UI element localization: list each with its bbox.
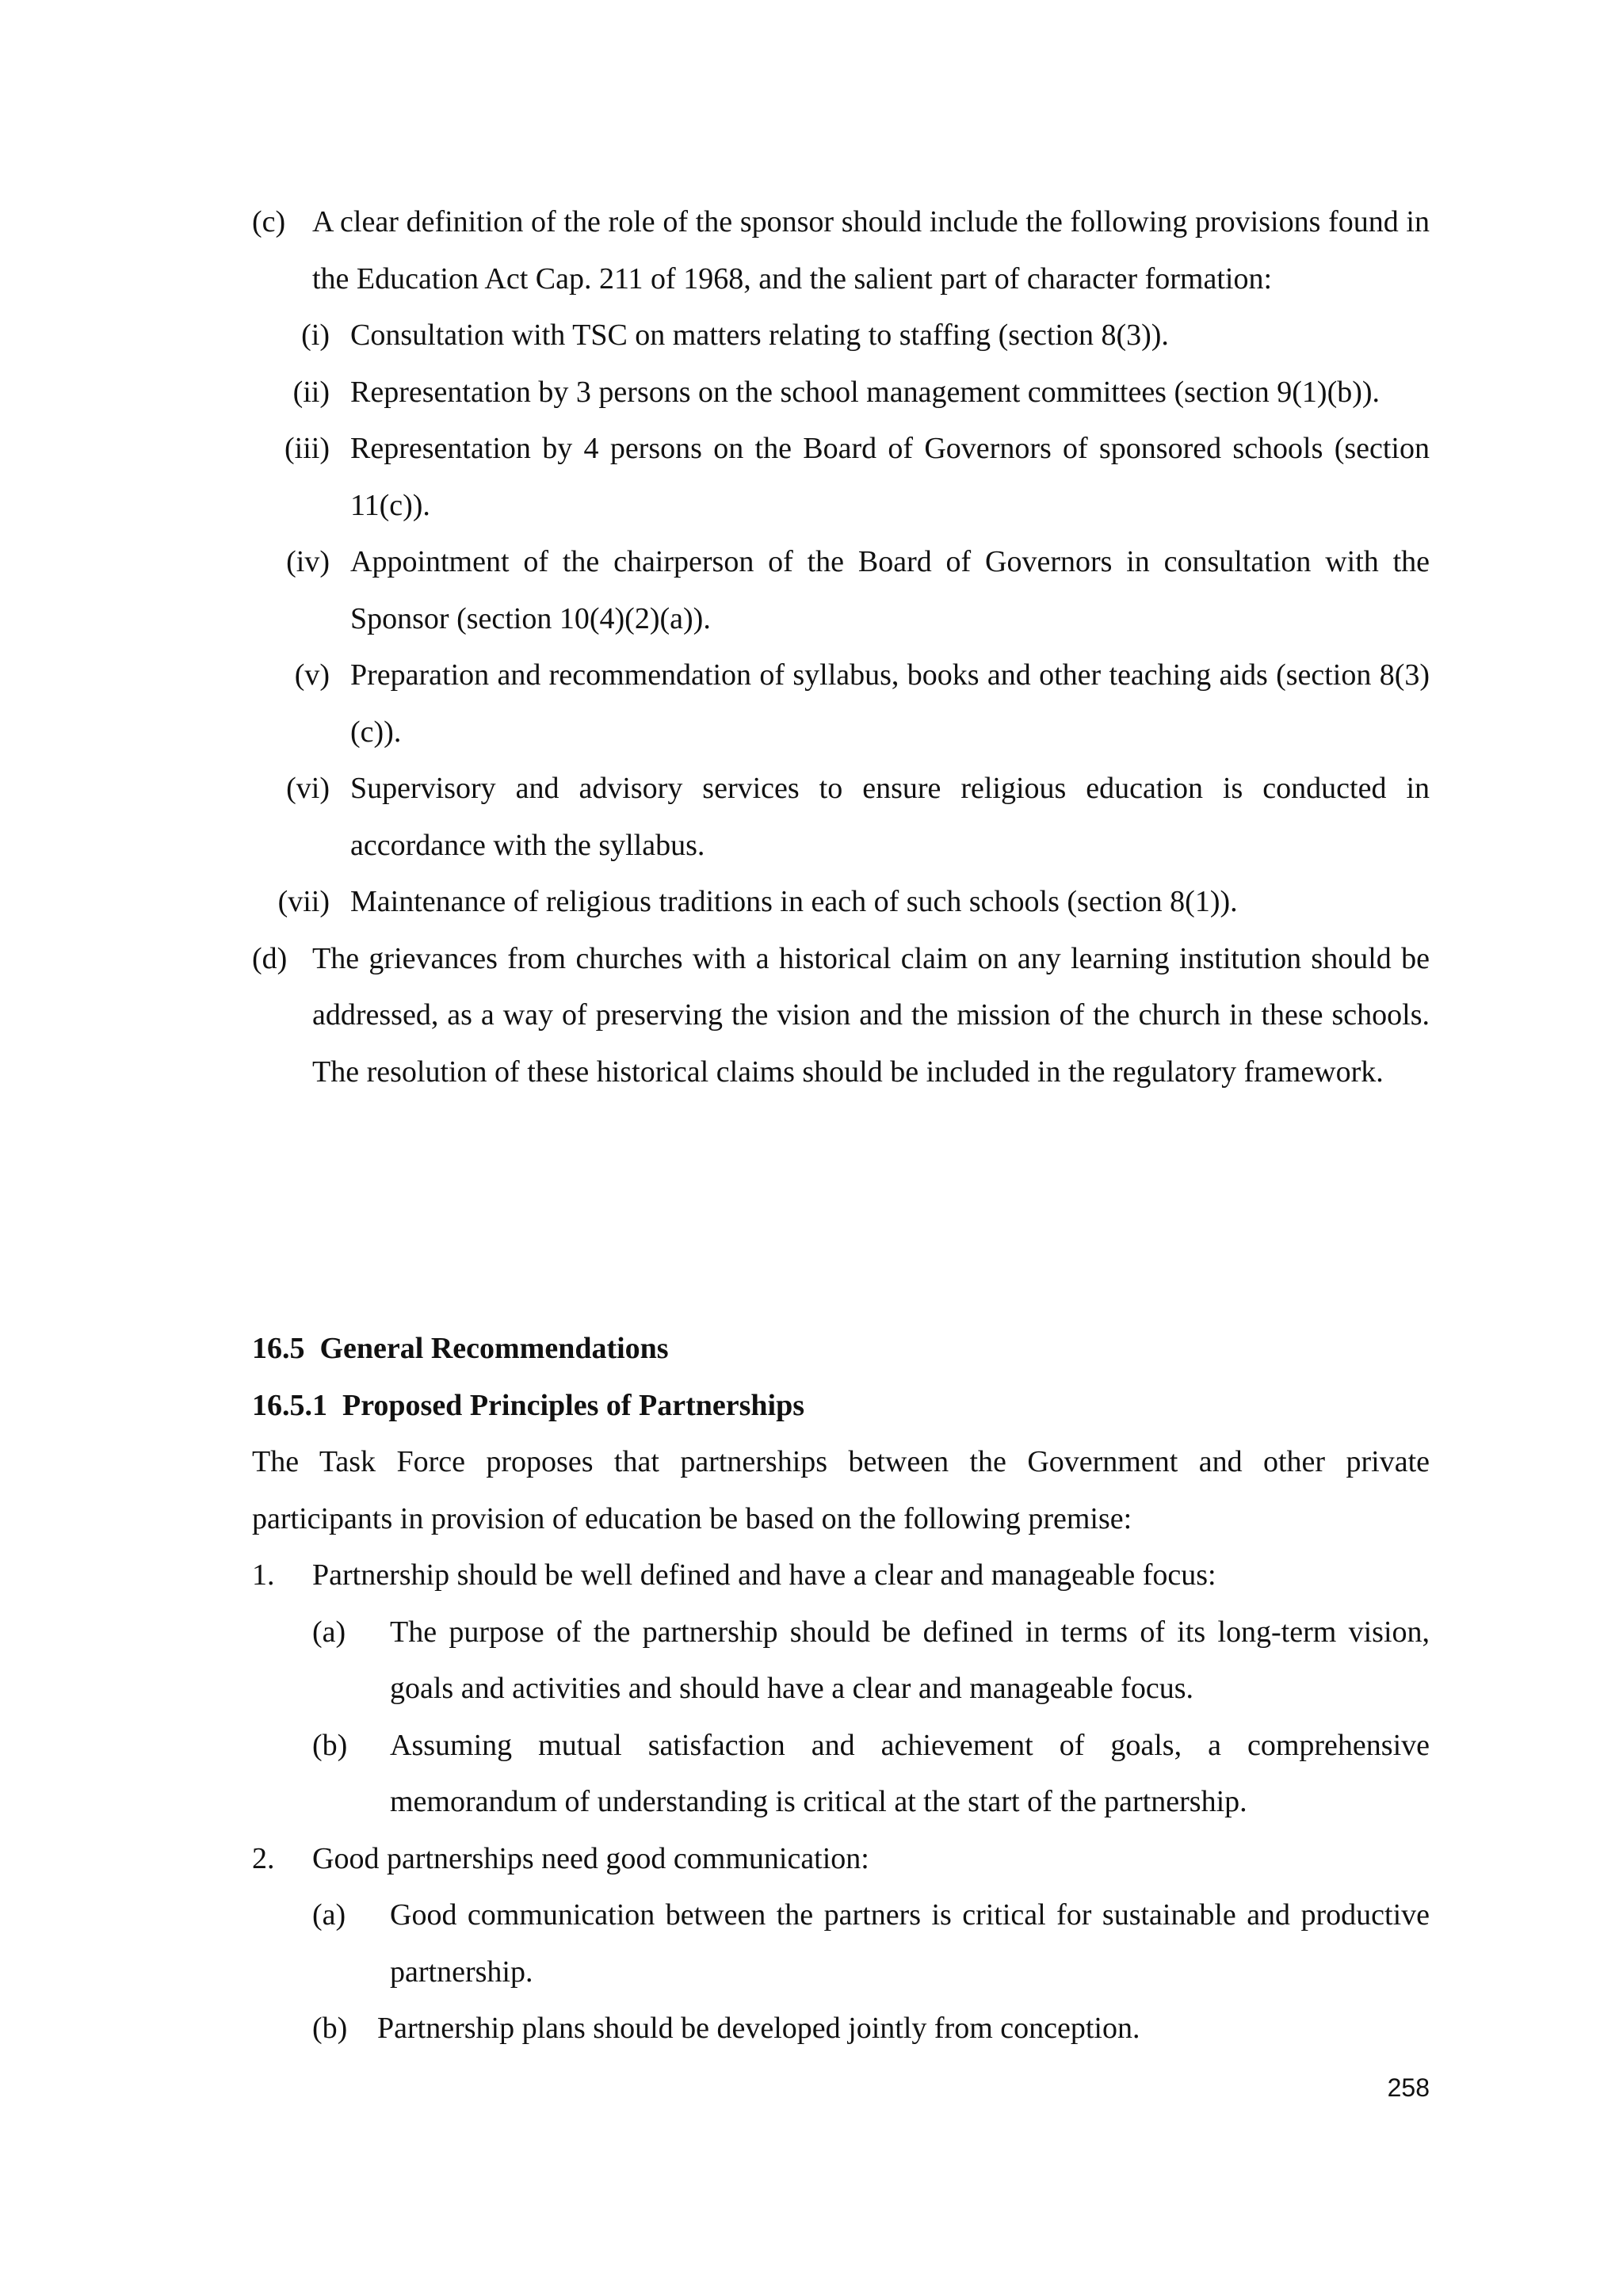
list-label: 1. [252,1558,275,1592]
section-intro: The Task Force proposes that partnerships between the Government and other private participants in provision of education be based on the following premise: [252,1445,1430,1535]
list-text: The purpose of the partnership should be defined in terms of its long-term vision, goals and activities and should have a clear and manageable focus. [390,1615,1430,1705]
section-subheading: 16.5.1 Proposed Principles of Partnerships [252,1388,805,1422]
list-text: Supervisory and advisory services to ensure religious education is conducted in accordance with the syllabus. [350,772,1430,862]
list-text: Partnership plans should be developed jointly from conception. [377,2012,1140,2045]
list-label: (d) [252,941,288,975]
list-subitem-v [252,647,1430,761]
list-subitem-i [252,307,1430,364]
list-text: Maintenance of religious traditions in each of such schools (section 8(1)). [350,885,1238,918]
list-subitem-iii [252,421,1430,534]
list-label: (ii) [292,375,330,409]
list-text: Assuming mutual satisfaction and achievement of goals, a comprehensive memorandum of understanding is critical at the start of the partnership. [390,1728,1430,1818]
list-text: Preparation and recommendation of syllabus, books and other teaching aids (section 8(3)(c)). [350,658,1430,749]
list-text: Representation by 3 persons on the school management committees (section 9(1)(b)). [350,375,1381,409]
list-text: Partnership should be well defined and have a clear and manageable focus: [312,1558,1216,1592]
list-label: (a) [312,1615,346,1649]
principle-item-2 [252,1831,1430,1888]
list-label: (b) [312,2012,348,2045]
principle-subitem-1a [252,1604,1430,1718]
list-subitem-iv [252,534,1430,647]
page-number: 258 [1387,2073,1430,2102]
list-label: (b) [312,1728,348,1762]
principle-subitem-2b [252,2000,1430,2058]
list-label: (vii) [277,885,330,918]
principle-item-1 [252,1547,1430,1604]
list-text: Representation by 4 persons on the Board of Governors of sponsored schools (section 11(c)). [350,432,1430,522]
list-text: Good partnerships need good communication: [312,1841,869,1875]
list-label: (iii) [285,432,330,465]
list-subitem-ii [252,364,1430,421]
section-general-recommendations [252,1321,1430,2058]
list-subitem-vii [252,874,1430,931]
list-subitem-vi [252,761,1430,874]
list-text: A clear definition of the role of the sponsor should include the following provisions found in the Education Act Cap. 211 of 1968, and the salient part of character formation: [312,205,1430,296]
list-text: Consultation with TSC on matters relating to staffing (section 8(3)). [350,318,1169,352]
list-text: The grievances from churches with a historical claim on any learning institution should be addressed, as a way of preserving the vision and the mission of the church in these schools. The resolution of these historical claims should be included in the regulatory framework. [312,941,1430,1089]
list-label: (c) [252,205,286,238]
principle-subitem-1b [252,1718,1430,1831]
list-label: (v) [294,658,330,692]
principle-subitem-2a [252,1887,1430,2000]
list-item-d [252,931,1430,1101]
list-label: (i) [301,318,330,352]
list-label: (vi) [286,772,330,805]
list-text: Good communication between the partners is critical for sustainable and productive partnership. [390,1898,1430,1989]
list-text: Appointment of the chairperson of the Board of Governors in consultation with the Sponsor (section 10(4)(2)(a)). [350,545,1430,635]
list-item-c [252,194,1430,1100]
list-label: (iv) [286,545,330,578]
list-label: 2. [252,1841,275,1875]
section-heading: 16.5 General Recommendations [252,1332,669,1365]
list-label: (a) [312,1898,346,1932]
